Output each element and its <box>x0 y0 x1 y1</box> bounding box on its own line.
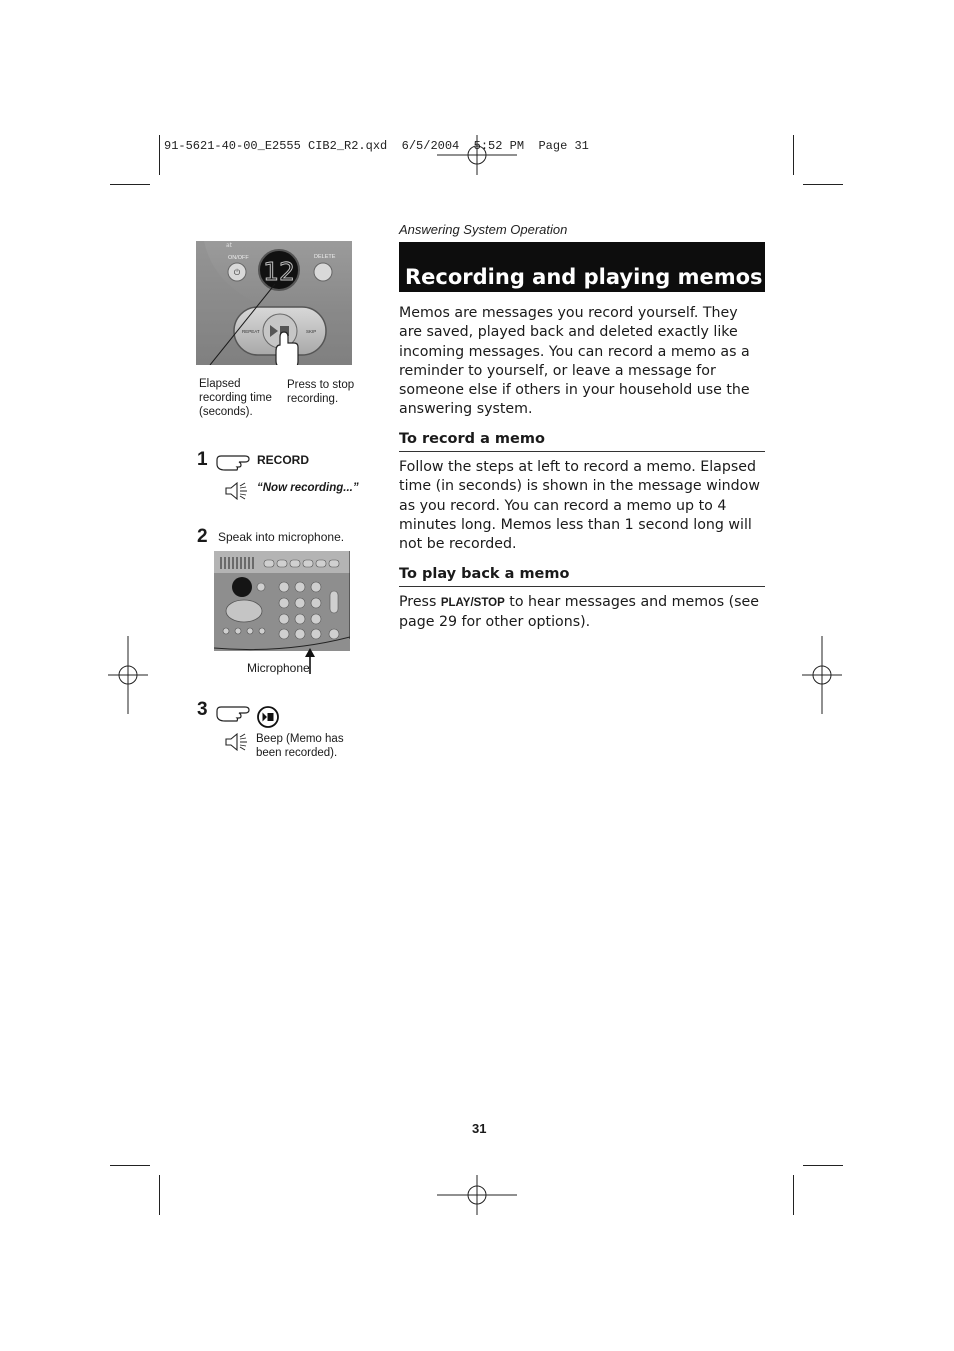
intro-paragraph: Memos are messages you record yourself. They are saved, played back and deleted exactly like incoming messages. You can record a memo as a reminder to yourself, or leave a message for someone else if others in your household use the answering system. <box>399 305 750 418</box>
record-key-label: RECORD <box>257 453 310 467</box>
elapsed-time-caption: Elapsed recording time (seconds). <box>199 378 272 418</box>
press-to-stop-caption: Press to stop recording. <box>287 379 355 405</box>
now-recording-prompt: “Now recording...” <box>257 482 359 494</box>
registration-mark-left <box>108 636 148 714</box>
pointing-hand-icon <box>215 703 255 723</box>
delete-button <box>314 263 332 281</box>
page-title-bar <box>399 242 765 292</box>
speak-instruction: Speak into microphone. <box>218 530 345 544</box>
play-memo-paragraph <box>399 593 765 633</box>
crop-mark <box>159 135 160 175</box>
step-3-number: 3 <box>197 699 208 720</box>
delete-label: DELETE <box>314 254 336 260</box>
step-1-number: 1 <box>197 449 208 470</box>
crop-mark <box>110 1165 150 1166</box>
base-unit-figure <box>214 551 350 651</box>
play-stop-key-label: PLAY/STOP <box>440 597 505 609</box>
crop-mark <box>793 135 794 175</box>
crop-mark <box>159 1175 160 1215</box>
crop-mark <box>110 184 150 185</box>
play-memo-heading: To play back a memo <box>399 566 765 587</box>
on-off-label: ON/OFF <box>228 255 249 261</box>
page-title: Recording and playing memos <box>405 265 763 289</box>
speaker-icon <box>224 732 250 752</box>
file-slug: 91-5621-40-00_E2555 CIB2_R2.qxd 6/5/2004 5:52 PM Page 31 <box>164 139 589 153</box>
repeat-label: REPEAT <box>242 329 260 334</box>
counter-digits: 12 <box>263 257 295 286</box>
crop-mark <box>793 1175 794 1215</box>
skip-label: SKIP <box>306 329 317 334</box>
svg-text:⏻: ⏻ <box>233 268 241 277</box>
registration-mark-bottom <box>437 1175 517 1215</box>
page-number: 31 <box>472 1121 487 1136</box>
crop-mark <box>803 184 843 185</box>
speaker-icon <box>224 481 250 501</box>
svg-text:at: at <box>226 242 233 249</box>
pointing-hand-icon <box>215 452 255 472</box>
play-text-after: to hear messages and memos (see page 29 for other options). <box>399 594 759 631</box>
answering-machine-figure <box>196 241 352 365</box>
record-memo-paragraph: Follow the steps at left to record a memo. Elapsed time (in seconds) is shown in the message window as you record. You can record a memo up to 4 minutes long. Memos less than 1 second long will not be recorded. <box>399 459 760 553</box>
play-stop-icon <box>256 705 280 729</box>
beep-result-caption: Beep (Memo has been recorded). <box>256 733 344 759</box>
section-label: Answering System Operation <box>399 222 568 237</box>
microphone-label: Microphone <box>247 661 310 675</box>
registration-mark-right <box>802 636 842 714</box>
microphone-arrow-icon <box>304 648 316 674</box>
step-2-number: 2 <box>197 526 208 547</box>
play-text-before: Press <box>399 594 441 610</box>
record-memo-heading: To record a memo <box>399 431 765 452</box>
crop-mark <box>803 1165 843 1166</box>
